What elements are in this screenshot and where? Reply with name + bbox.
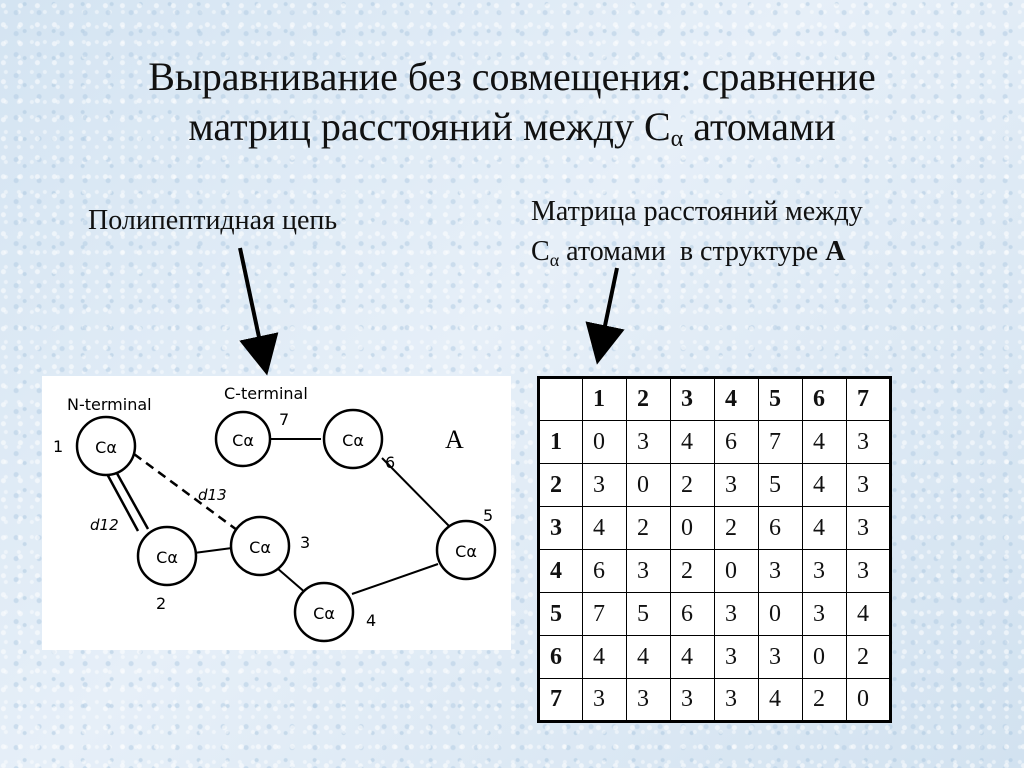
- matrix-cell: 2: [671, 464, 715, 507]
- matrix-cell: 2: [803, 679, 847, 722]
- distance-matrix-label-line-1: Матрица расстояний между: [531, 196, 863, 227]
- matrix-cell: 0: [759, 593, 803, 636]
- matrix-cell: 4: [847, 593, 891, 636]
- matrix-cell: 2: [715, 507, 759, 550]
- matrix-cell: 0: [627, 464, 671, 507]
- matrix-row: [539, 507, 891, 550]
- atom-label: Cα: [95, 438, 117, 457]
- label-atoms-text: атомами в структуре: [559, 236, 826, 267]
- matrix-cell: 3: [803, 593, 847, 636]
- d13-label: d13: [198, 486, 227, 504]
- matrix-cell: 0: [583, 421, 627, 464]
- matrix-cell: 5: [759, 464, 803, 507]
- matrix-cell: 3: [715, 679, 759, 722]
- matrix-row-header: 7: [539, 679, 583, 722]
- matrix-cell: 4: [803, 464, 847, 507]
- matrix-row-header: 5: [539, 593, 583, 636]
- title-line-2-prefix: матриц расстояний между С: [188, 104, 671, 149]
- matrix-cell: 5: [627, 593, 671, 636]
- matrix-cell: 4: [583, 636, 627, 679]
- matrix-cell: 6: [715, 421, 759, 464]
- c-terminal-label: C-terminal: [224, 384, 308, 403]
- matrix-row-header: 2: [539, 464, 583, 507]
- matrix-cell: 3: [627, 550, 671, 593]
- arrow-to-chain: [240, 248, 263, 356]
- matrix-cell: 3: [715, 464, 759, 507]
- title-line-2-suffix: атомами: [683, 104, 836, 149]
- atom-node-7: [216, 412, 270, 466]
- atom-node-1: [77, 417, 135, 475]
- matrix-cell: 4: [671, 421, 715, 464]
- label-structure-a: А: [825, 236, 846, 267]
- matrix-cell: 3: [803, 550, 847, 593]
- matrix-column-header: 5: [759, 378, 803, 421]
- matrix-cell: 7: [583, 593, 627, 636]
- bond-2-3: [194, 548, 232, 553]
- matrix-row: [539, 464, 891, 507]
- matrix-column-header: 2: [627, 378, 671, 421]
- atom-label: Cα: [156, 548, 178, 567]
- matrix-cell: 3: [715, 636, 759, 679]
- matrix-corner-cell: [539, 378, 583, 421]
- matrix-row-header: 1: [539, 421, 583, 464]
- bond-4-5: [352, 564, 438, 594]
- matrix-column-header: 4: [715, 378, 759, 421]
- matrix-cell: 0: [671, 507, 715, 550]
- node-number-2: 2: [156, 594, 167, 613]
- matrix-row: [539, 550, 891, 593]
- matrix-row: [539, 679, 891, 722]
- matrix-cell: 3: [627, 679, 671, 722]
- atom-node-6: [324, 410, 382, 468]
- node-number-5: 5: [483, 506, 494, 525]
- distance-matrix-table: [537, 376, 892, 723]
- matrix-cell: 0: [847, 679, 891, 722]
- matrix-cell: 2: [671, 550, 715, 593]
- label-alpha-subscript: α: [549, 250, 560, 270]
- matrix-cell: 4: [803, 507, 847, 550]
- matrix-column-header: 6: [803, 378, 847, 421]
- matrix-row: [539, 636, 891, 679]
- node-number-6: 6: [385, 453, 396, 472]
- polypeptide-chain-label: Полипептидная цепь: [88, 205, 338, 236]
- matrix-column-header: 1: [583, 378, 627, 421]
- label-c: С: [531, 236, 550, 267]
- matrix-cell: 4: [583, 507, 627, 550]
- matrix-row-header: 3: [539, 507, 583, 550]
- matrix-cell: 4: [803, 421, 847, 464]
- structure-a-label: А: [445, 425, 464, 454]
- matrix-cell: 2: [627, 507, 671, 550]
- matrix-cell: 6: [759, 507, 803, 550]
- matrix-row: [539, 593, 891, 636]
- node-number-3: 3: [300, 533, 311, 552]
- matrix-cell: 4: [627, 636, 671, 679]
- matrix-header-row: [539, 378, 891, 421]
- matrix-cell: 0: [715, 550, 759, 593]
- matrix-cell: 3: [759, 636, 803, 679]
- d12-label: d12: [90, 516, 119, 534]
- matrix-cell: 3: [583, 464, 627, 507]
- matrix-cell: 3: [847, 507, 891, 550]
- matrix-cell: 3: [671, 679, 715, 722]
- node-number-1: 1: [53, 437, 64, 456]
- n-terminal-label: N-terminal: [67, 395, 152, 414]
- matrix-row: [539, 421, 891, 464]
- atom-label: Cα: [313, 604, 335, 623]
- atom-node-2: [138, 527, 196, 585]
- matrix-cell: 3: [715, 593, 759, 636]
- atom-label: Cα: [455, 542, 477, 561]
- matrix-row-header: 4: [539, 550, 583, 593]
- atom-label: Cα: [232, 431, 254, 450]
- node-number-7: 7: [279, 410, 290, 429]
- matrix-cell: 3: [847, 464, 891, 507]
- matrix-row-header: 6: [539, 636, 583, 679]
- node-number-4: 4: [366, 611, 377, 630]
- matrix-cell: 3: [583, 679, 627, 722]
- bond-3-4: [277, 568, 307, 594]
- matrix-cell: 6: [583, 550, 627, 593]
- matrix-cell: 3: [847, 550, 891, 593]
- atom-node-3: [231, 517, 289, 575]
- atom-node-5: [437, 521, 495, 579]
- matrix-cell: 4: [671, 636, 715, 679]
- matrix-column-header: 7: [847, 378, 891, 421]
- title-line-1: Выравнивание без совмещения: сравнение: [148, 54, 876, 99]
- matrix-column-header: 3: [671, 378, 715, 421]
- matrix-cell: 3: [627, 421, 671, 464]
- matrix-cell: 3: [847, 421, 891, 464]
- matrix-cell: 0: [803, 636, 847, 679]
- title-alpha-subscript: α: [670, 126, 684, 152]
- matrix-cell: 2: [847, 636, 891, 679]
- matrix-cell: 6: [671, 593, 715, 636]
- atom-label: Cα: [249, 538, 271, 557]
- matrix-cell: 3: [759, 550, 803, 593]
- atom-label: Cα: [342, 431, 364, 450]
- matrix-cell: 7: [759, 421, 803, 464]
- matrix-cell: 4: [759, 679, 803, 722]
- atom-node-4: [295, 583, 353, 641]
- polypeptide-chain-diagram: [42, 376, 511, 650]
- arrow-to-matrix: [601, 268, 617, 345]
